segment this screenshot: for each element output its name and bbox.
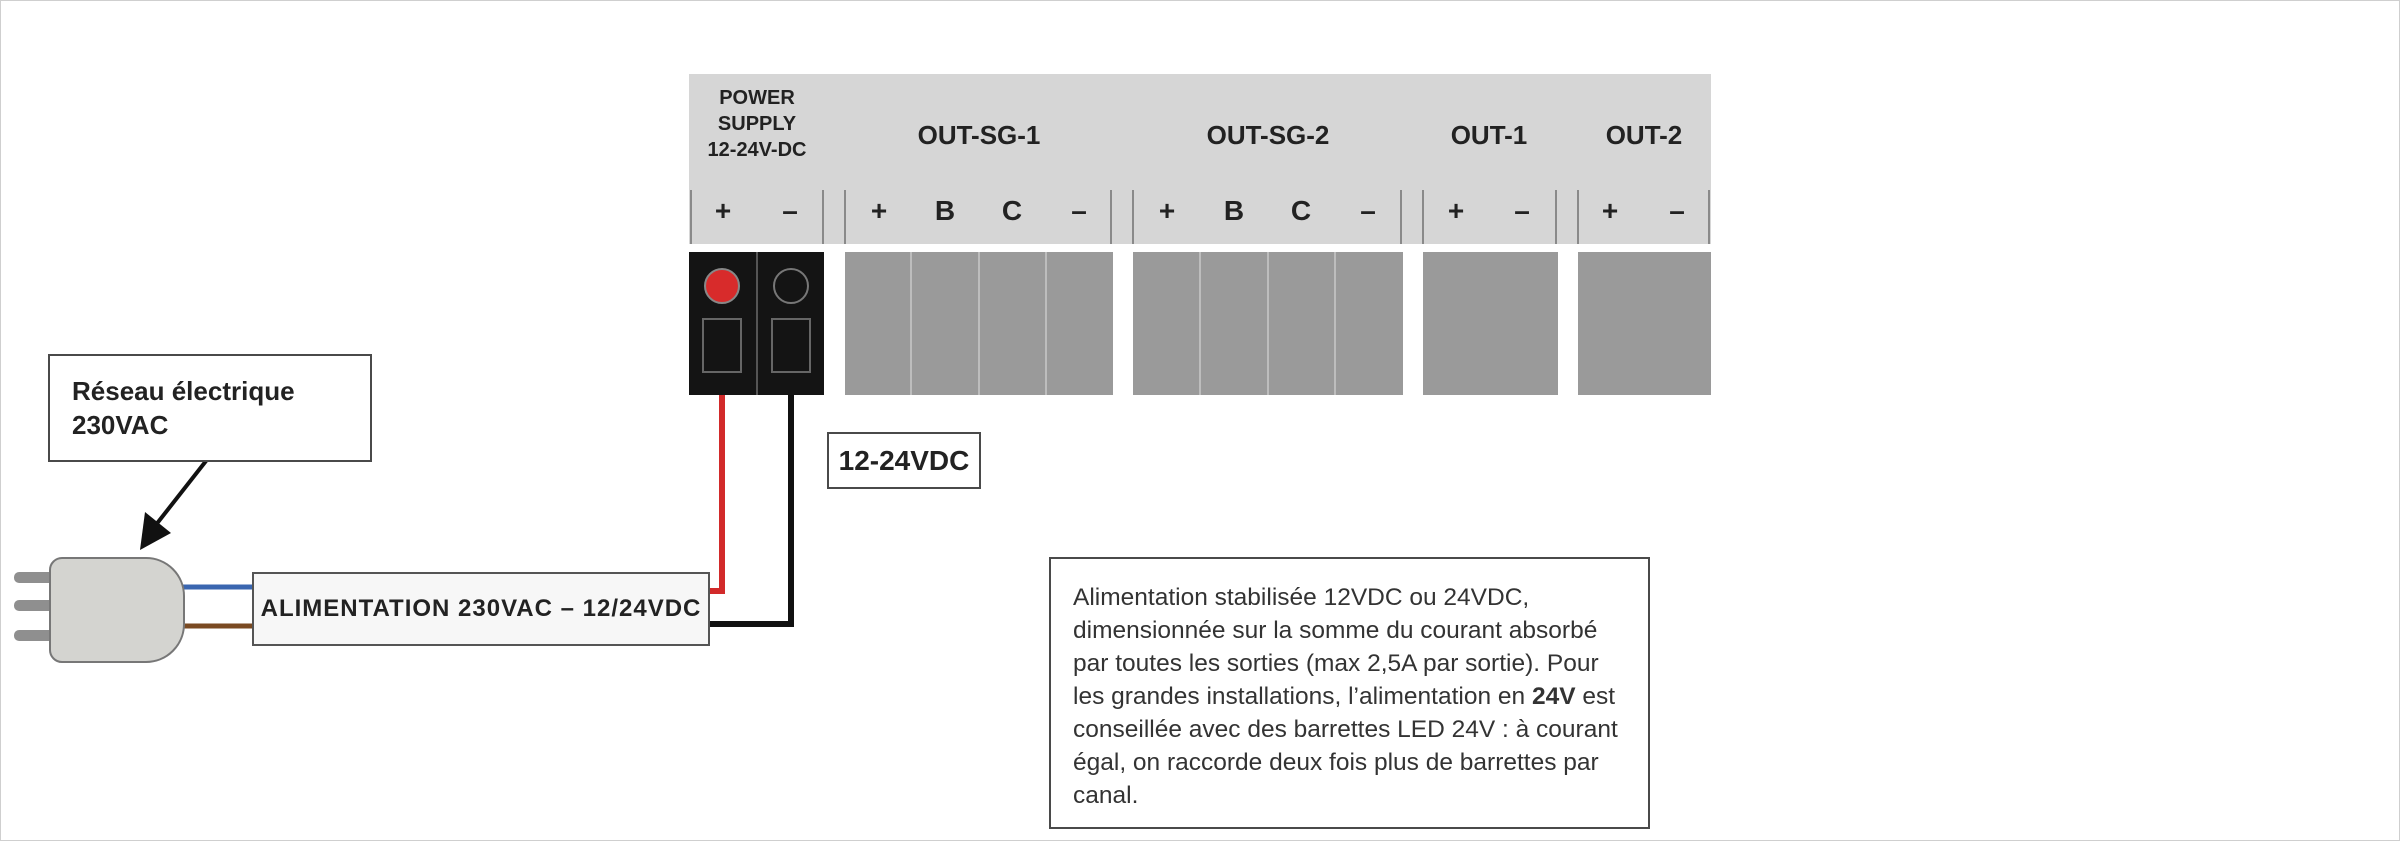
note-text-after: est conseillée avec des barrettes LED 24V : à courant égal, on raccorde deux fois plus de barrettes par canal.: [1073, 683, 1618, 809]
arrow-head-icon: [140, 512, 171, 550]
mains-callout-line2: 230VAC: [72, 410, 169, 440]
group-label-out-sg-2: OUT-SG-2: [1206, 120, 1330, 150]
power-supply-label-2: SUPPLY: [717, 113, 797, 135]
terminal-block-power: [689, 252, 824, 395]
pin-sg1-minus: –: [1071, 195, 1087, 226]
terminal-block-out-1: [1423, 252, 1558, 395]
mains-callout-line1: Réseau électrique: [72, 376, 295, 406]
terminal-screw-minus: [774, 269, 808, 303]
mains-plug-icon: [14, 558, 184, 662]
pin-sg2-c: C: [1290, 195, 1312, 226]
note-text-bold: 24V: [1531, 683, 1576, 710]
terminal-block-out-sg-2: [1133, 252, 1403, 395]
voltage-label: [827, 432, 981, 489]
pin-sg2-plus: +: [1158, 195, 1176, 226]
info-note: [1049, 557, 1650, 829]
voltage-label-text: 12-24VDC: [838, 444, 970, 476]
group-label-out-2: OUT-2: [1605, 120, 1683, 150]
connector-header: [689, 74, 1711, 244]
pin-out1-minus: –: [1514, 195, 1530, 226]
power-supply-label-3: 12-24V-DC: [707, 139, 807, 161]
pin-sg2-minus: –: [1360, 195, 1376, 226]
note-text-before: Alimentation stabilisée 12VDC ou 24VDC, dimensionnée sur la somme du courant absorbé par toutes les sorties (max 2,5A par sortie). Pour les grandes installations, l’alimentation en: [1073, 584, 1599, 710]
group-label-out-sg-1: OUT-SG-1: [917, 120, 1041, 150]
terminal-block-out-2: [1578, 252, 1711, 395]
pin-out2-minus: –: [1669, 195, 1685, 226]
power-supply-label-1: POWER: [719, 87, 795, 109]
wire-dc-positive: [710, 395, 722, 591]
psu-label: ALIMENTATION 230VAC – 12/24VDC: [260, 595, 702, 622]
pin-sg2-b: B: [1223, 195, 1245, 226]
terminal-block-out-sg-1: [845, 252, 1113, 395]
pin-sg1-c: C: [1001, 195, 1023, 226]
pin-sg1-b: B: [934, 195, 956, 226]
pin-power-plus: +: [714, 195, 732, 226]
terminal-screw-plus: [705, 269, 739, 303]
pin-power-minus: –: [782, 195, 798, 226]
pin-out1-plus: +: [1447, 195, 1465, 226]
pin-out2-plus: +: [1601, 195, 1619, 226]
pin-sg1-plus: +: [870, 195, 888, 226]
mains-callout: [48, 354, 372, 462]
power-supply-unit: [252, 572, 710, 646]
group-label-out-1: OUT-1: [1450, 120, 1528, 150]
